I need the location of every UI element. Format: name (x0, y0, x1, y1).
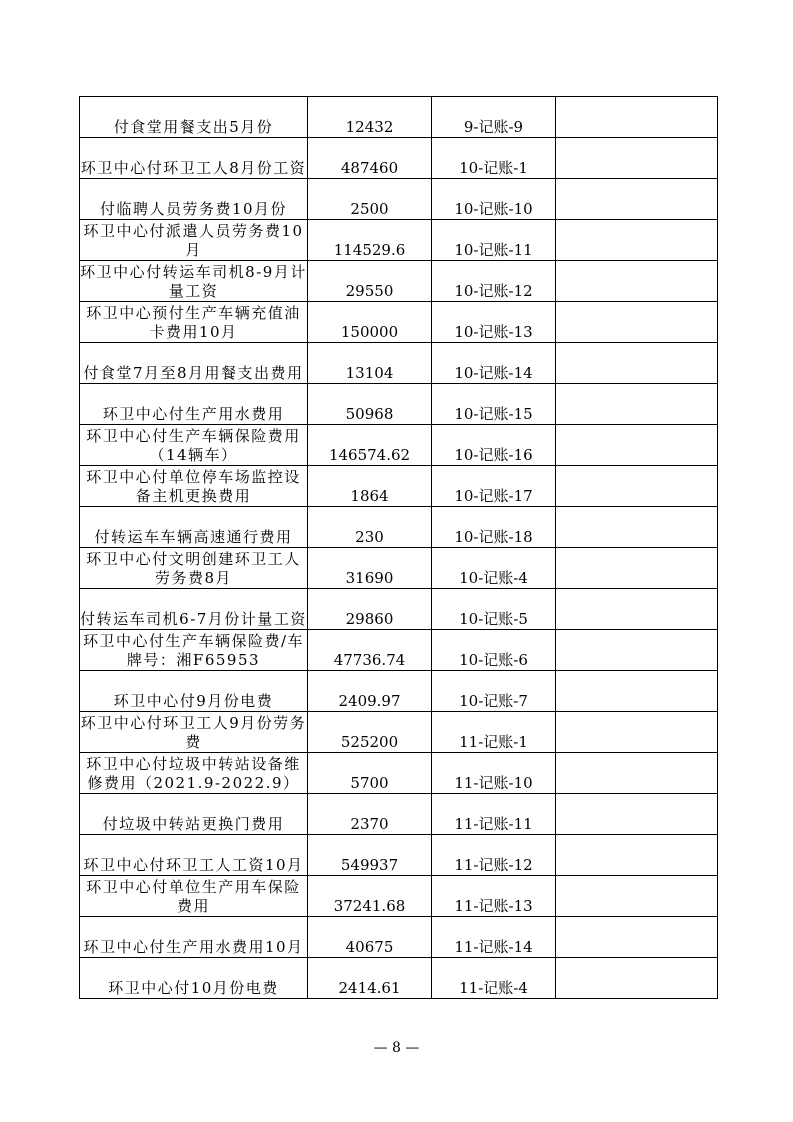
row-amount: 525200 (308, 712, 432, 753)
row-voucher-ref: 11-记账-4 (432, 958, 556, 999)
row-remark (556, 261, 718, 302)
row-amount: 2370 (308, 794, 432, 835)
row-voucher-ref: 11-记账-11 (432, 794, 556, 835)
row-description: 环卫中心付垃圾中转站设备维修费用（2021.9-2022.9） (80, 753, 308, 794)
ledger-body (80, 97, 718, 999)
table-row (80, 384, 718, 425)
row-voucher-ref: 11-记账-12 (432, 835, 556, 876)
table-row (80, 425, 718, 466)
row-description: 环卫中心付环卫工人工资10月 (80, 835, 308, 876)
table-row (80, 589, 718, 630)
row-amount: 150000 (308, 302, 432, 343)
row-amount: 29550 (308, 261, 432, 302)
row-voucher-ref: 10-记账-13 (432, 302, 556, 343)
table-row (80, 753, 718, 794)
row-remark (556, 835, 718, 876)
row-voucher-ref: 10-记账-14 (432, 343, 556, 384)
row-voucher-ref: 10-记账-4 (432, 548, 556, 589)
table-row (80, 794, 718, 835)
row-remark (556, 302, 718, 343)
row-remark (556, 753, 718, 794)
row-voucher-ref: 10-记账-15 (432, 384, 556, 425)
row-amount: 2409.97 (308, 671, 432, 712)
row-amount: 146574.62 (308, 425, 432, 466)
row-description: 环卫中心付环卫工人9月份劳务费 (80, 712, 308, 753)
row-remark (556, 589, 718, 630)
row-voucher-ref: 10-记账-16 (432, 425, 556, 466)
row-description: 环卫中心付生产车辆保险费用（14辆车） (80, 425, 308, 466)
row-amount: 12432 (308, 97, 432, 138)
table-row (80, 876, 718, 917)
table-row (80, 343, 718, 384)
row-voucher-ref: 11-记账-1 (432, 712, 556, 753)
row-remark (556, 425, 718, 466)
row-amount: 2414.61 (308, 958, 432, 999)
row-remark (556, 384, 718, 425)
row-description: 付转运车司机6-7月份计量工资 (80, 589, 308, 630)
row-description: 环卫中心预付生产车辆充值油卡费用10月 (80, 302, 308, 343)
row-voucher-ref: 10-记账-6 (432, 630, 556, 671)
row-remark (556, 712, 718, 753)
row-amount: 50968 (308, 384, 432, 425)
row-description: 环卫中心付10月份电费 (80, 958, 308, 999)
table-row (80, 958, 718, 999)
row-voucher-ref: 10-记账-11 (432, 220, 556, 261)
row-description: 环卫中心付派遣人员劳务费10月 (80, 220, 308, 261)
table-row (80, 712, 718, 753)
row-description: 环卫中心付单位停车场监控设备主机更换费用 (80, 466, 308, 507)
row-amount: 1864 (308, 466, 432, 507)
page-number: — 8 — (373, 1040, 420, 1056)
row-description: 环卫中心付生产用水费用10月 (80, 917, 308, 958)
row-remark (556, 548, 718, 589)
row-description: 环卫中心付转运车司机8-9月计量工资 (80, 261, 308, 302)
row-description: 环卫中心付生产车辆保险费/车牌号：湘F65953 (80, 630, 308, 671)
row-remark (556, 179, 718, 220)
row-description: 付食堂7月至8月用餐支出费用 (80, 343, 308, 384)
row-description: 付转运车车辆高速通行费用 (80, 507, 308, 548)
row-description: 环卫中心付文明创建环卫工人劳务费8月 (80, 548, 308, 589)
table-row (80, 917, 718, 958)
row-amount: 114529.6 (308, 220, 432, 261)
row-voucher-ref: 9-记账-9 (432, 97, 556, 138)
table-row (80, 548, 718, 589)
row-remark (556, 671, 718, 712)
expense-ledger-table (79, 96, 718, 999)
row-amount: 37241.68 (308, 876, 432, 917)
row-remark (556, 958, 718, 999)
row-description: 环卫中心付生产用水费用 (80, 384, 308, 425)
row-description: 付垃圾中转站更换门费用 (80, 794, 308, 835)
table-row (80, 507, 718, 548)
row-voucher-ref: 11-记账-13 (432, 876, 556, 917)
row-remark (556, 97, 718, 138)
row-description: 环卫中心付单位生产用车保险费用 (80, 876, 308, 917)
row-remark (556, 466, 718, 507)
row-amount: 5700 (308, 753, 432, 794)
table-row (80, 302, 718, 343)
row-amount: 29860 (308, 589, 432, 630)
table-row (80, 261, 718, 302)
row-remark (556, 917, 718, 958)
row-remark (556, 220, 718, 261)
row-remark (556, 507, 718, 548)
table-row (80, 179, 718, 220)
row-amount: 549937 (308, 835, 432, 876)
table-row (80, 630, 718, 671)
row-voucher-ref: 10-记账-5 (432, 589, 556, 630)
table-row (80, 220, 718, 261)
row-voucher-ref: 10-记账-18 (432, 507, 556, 548)
row-voucher-ref: 11-记账-14 (432, 917, 556, 958)
row-description: 付食堂用餐支出5月份 (80, 97, 308, 138)
table-row (80, 466, 718, 507)
row-description: 付临聘人员劳务费10月份 (80, 179, 308, 220)
table-row (80, 671, 718, 712)
row-voucher-ref: 10-记账-7 (432, 671, 556, 712)
row-remark (556, 343, 718, 384)
table-row (80, 138, 718, 179)
row-voucher-ref: 10-记账-10 (432, 179, 556, 220)
row-description: 环卫中心付环卫工人8月份工资 (80, 138, 308, 179)
row-remark (556, 794, 718, 835)
row-remark (556, 630, 718, 671)
row-voucher-ref: 10-记账-12 (432, 261, 556, 302)
table-row (80, 835, 718, 876)
row-amount: 230 (308, 507, 432, 548)
row-voucher-ref: 10-记账-17 (432, 466, 556, 507)
row-amount: 2500 (308, 179, 432, 220)
row-amount: 40675 (308, 917, 432, 958)
row-remark (556, 876, 718, 917)
row-description: 环卫中心付9月份电费 (80, 671, 308, 712)
row-remark (556, 138, 718, 179)
row-amount: 31690 (308, 548, 432, 589)
row-amount: 47736.74 (308, 630, 432, 671)
row-amount: 13104 (308, 343, 432, 384)
row-voucher-ref: 10-记账-1 (432, 138, 556, 179)
row-amount: 487460 (308, 138, 432, 179)
row-voucher-ref: 11-记账-10 (432, 753, 556, 794)
table-row (80, 97, 718, 138)
